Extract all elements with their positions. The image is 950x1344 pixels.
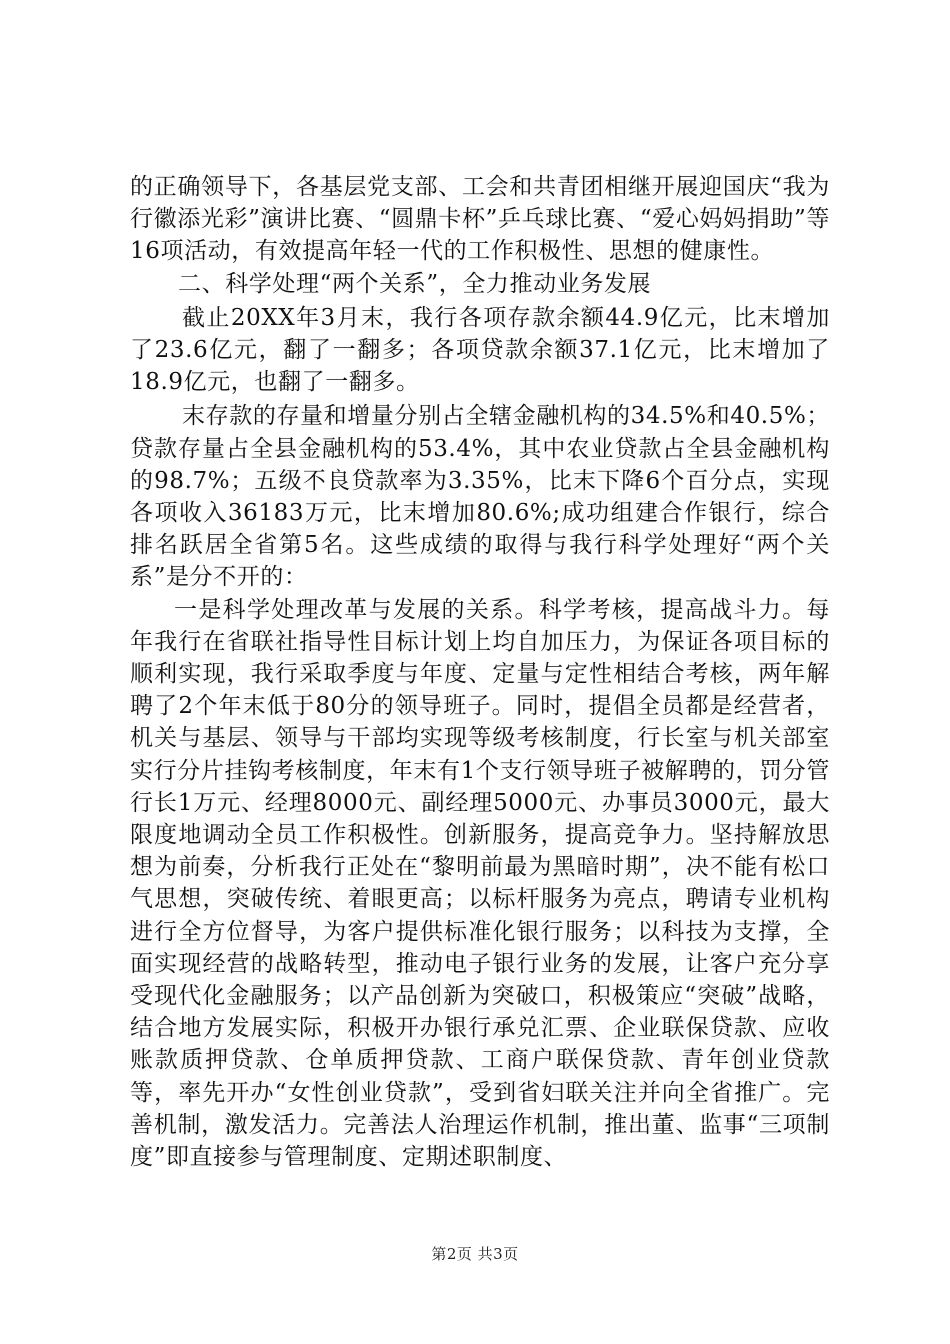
body-text	[130, 171, 830, 1173]
paragraph-reform: 一是科学处理改革与发展的关系。科学考核，提高战斗力。每年我行在省联社指导性目标计划上均自加压力，为保证各项目标的顺利实现，我行采取季度与年度、定量与定性相结合考核，两年解聘了2个年末低于80分的领导班子。同时，提倡全员都是经营者，机关与基层、领导与干部均实现等级考核制度，行长室与机关部室实行分片挂钩考核制度，年末有1个支行领导班子被解聘的，罚分管行长1万元、经理8000元、副经理5000元、办事员3000元，最大限度地调动全员工作积极性。创新服务，提高竞争力。坚持解放思想为前奏，分析我行正处在“黎明前最为黑暗时期”，决不能有松口气思想，突破传统、着眼更高；以标杆服务为亮点，聘请专业机构进行全方位督导，为客户提供标准化银行服务；以科技为支撑，全面实现经营的战略转型，推动电子银行业务的发展，让客户充分享受现代化金融服务；以产品创新为突破口，积极策应“突破”战略，结合地方发展实际，积极开办银行承兑汇票、企业联保贷款、应收账款质押贷款、仓单质押贷款、工商户联保贷款、青年创业贷款等，率先开办“女性创业贷款”，受到省妇联关注并向全省推广。完善机制，激发活力。完善法人治理运作机制，推出董、监事“三项制度”即直接参与管理制度、定期述职制度、	[130, 596, 830, 1171]
paragraph-deposits: 截止20XX年3月末，我行各项存款余额44.9亿元，比末增加了23.6亿元，翻了一翻多；各项贷款余额37.1亿元，比末增加了18.9亿元，也翻了一翻多。	[130, 304, 830, 396]
page-footer: 第2页 共3页	[431, 1245, 519, 1263]
paragraph-activities: 的正确领导下，各基层党支部、工会和共青团相继开展迎国庆“我为行徽添光彩”演讲比赛、“圆鼎卡杯”乒乓球比赛、“爱心妈妈捐助”等16项活动，有效提高年轻一代的工作积极性、思想的健康性。	[130, 174, 830, 265]
paragraph-share: 末存款的存量和增量分别占全辖金融机构的34.5%和40.5%；贷款存量占全县金融机构的53.4%，其中农业贷款占全县金融机构的98.7%；五级不良贷款率为3.35%，比末下降6个百分点，实现各项收入36183万元，比末增加80.6%;成功组建合作银行，综合排名跃居全省第5名。这些成绩的取得与我行科学处理好“两个关系”是分不开的：	[130, 403, 830, 591]
section-heading: 二、科学处理“两个关系”，全力推动业务发展	[178, 270, 652, 297]
